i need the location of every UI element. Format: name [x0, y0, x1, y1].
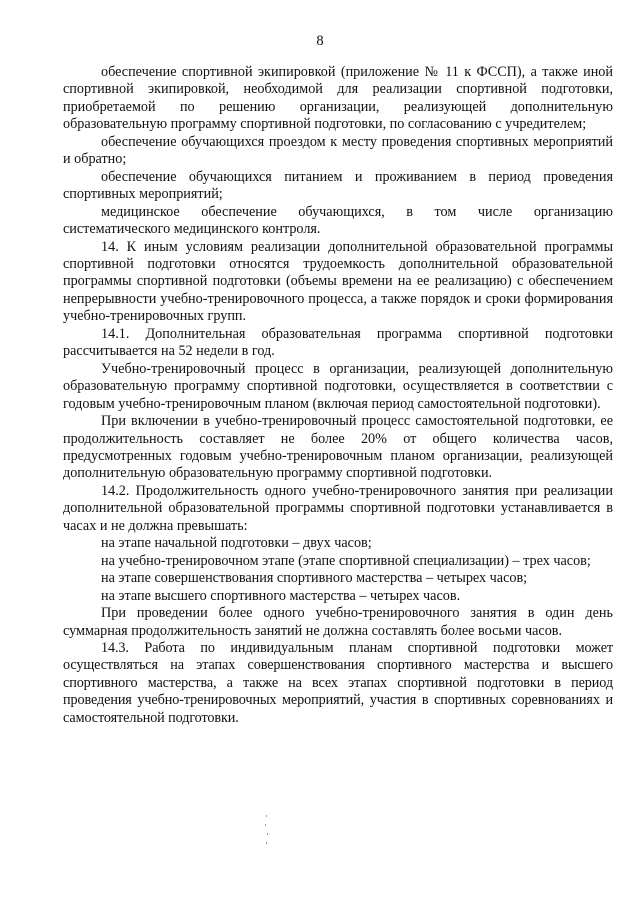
- paragraph-meals-lodging: обеспечение обучающихся питанием и проживанием в период проведения спортивных мероприятий;: [63, 168, 613, 203]
- paragraph-section-14-2: 14.2. Продолжительность одного учебно-тренировочного занятия при реализации дополнительной образовательной программы спортивной подготовки устанавливается в часах и не должна превышать:: [63, 482, 613, 534]
- paragraph-multiple-sessions: При проведении более одного учебно-тренировочного занятия в один день суммарная продолжительность занятий не должна составлять более восьми часов.: [63, 605, 613, 639]
- paragraph-travel: обеспечение обучающихся проездом к месту проведения спортивных мероприятий и обратно;: [63, 133, 613, 168]
- list-item-initial-stage: на этапе начальной подготовки – двух часов;: [101, 535, 372, 552]
- paragraph-section-14: 14. К иным условиям реализации дополнительной образовательной программы спортивной подготовки относятся трудоемкость дополнительной образовательной программы спортивной подготовки (объемы времени на ее реализацию) с обеспечением непрерывности учебно-тренировочного процесса, а также порядок и сроки формирования учебно-тренировочных групп.: [63, 238, 613, 325]
- paragraph-section-14-1: 14.1. Дополнительная образовательная программа спортивной подготовки рассчитывается на 52 недели в год.: [63, 325, 613, 360]
- scan-artifact: [265, 815, 269, 845]
- paragraph-self-training: При включении в учебно-тренировочный процесс самостоятельной подготовки, ее продолжительность составляет не более 20% от общего количества часов, предусмотренных годовым учебно-тренировочным планом организации, реализующей дополнительную образовательную программу спортивной подготовки.: [63, 413, 613, 482]
- list-item-higher-stage: на этапе высшего спортивного мастерства – четырех часов.: [101, 587, 461, 604]
- paragraph-section-14-3: 14.3. Работа по индивидуальным планам спортивной подготовки может осуществляться на этапах совершенствования спортивного мастерства и высшего спортивного мастерства, а также на всех этапах спортивной подготовки в период проведения учебно-тренировочных мероприятий, участия в спортивных соревнованиях и самостоятельной подготовки.: [63, 639, 613, 726]
- page-number: 8: [316, 33, 324, 49]
- paragraph-equipment: обеспечение спортивной экипировкой (приложение № 11 к ФССП), а также иной спортивной экипировкой, необходимой для реализации спортивной подготовки, приобретаемой по решению организации, реализующей дополнительную образовательную программу спортивной подготовки, по согласованию с учредителем;: [63, 64, 613, 133]
- document-body: [63, 64, 613, 727]
- paragraph-medical: медицинское обеспечение обучающихся, в том числе организацию систематического медицинского контроля.: [63, 203, 613, 238]
- list-item-improvement-stage: на этапе совершенствования спортивного мастерства – четырех часов;: [101, 570, 528, 587]
- paragraph-training-process: Учебно-тренировочный процесс в организации, реализующей дополнительную образовательную программу спортивной подготовки, осуществляется в соответствии с годовым учебно-тренировочным планом (включая период самостоятельной подготовки).: [63, 360, 613, 412]
- list-item-training-stage: на учебно-тренировочном этапе (этапе спортивной специализации) – трех часов;: [101, 552, 591, 569]
